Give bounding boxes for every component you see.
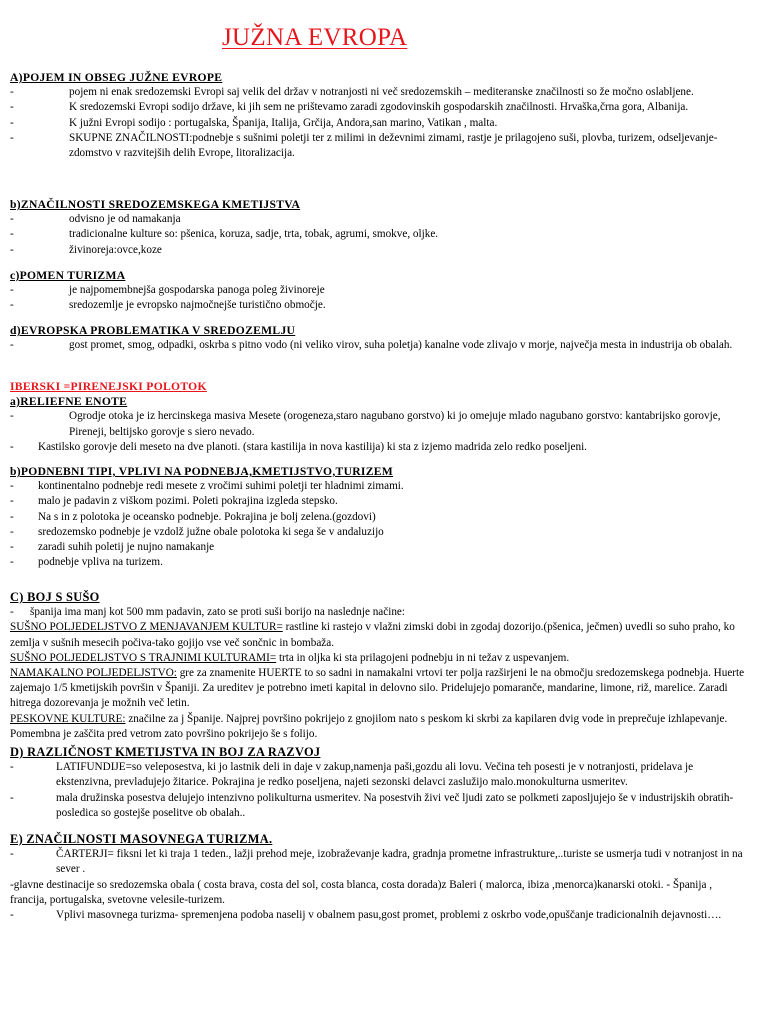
paragraph: SUŠNO POLJEDELJSTVO Z MENJAVANJEM KULTUR= rastline ki rastejo v vlažni zimski dobi in zgodaj dozorijo.(pšenica, ječmen) uvedli so suho praho, ko zemlja v sušnih mesecih počiva-tako gojijo vse več sončnic in bombaža. bbox=[10, 621, 735, 649]
list-item: - ČARTERJI= fiksni let ki traja 1 teden., lažji prehod meje, izobraževanje kadra, gradnja prometne infrastrukture,..turiste se usmerja tudi v notranjost in na sever . bbox=[10, 848, 743, 876]
paragraph: NAMAKALNO POLJEDELJSTVO: gre za znamenite HUERTE to so sadni in namakalni vrtovi ter polja razširjeni le na območju sredozemskega podnebja. Huerte zajemajo 1/5 kmetijskih površin v Španiji. Za ureditev je potrebno imeti kapital in delovno silo. Pridelujejo pomaranče, mandarine, limone, riž, marelice. Zaradi hitrega dozorevanja je možnih več letin. bbox=[10, 667, 745, 710]
section-boj-s-suso bbox=[10, 590, 750, 742]
section-heading: E) ZNAČILNOSTI MASOVNEGA TURIZMA. bbox=[10, 832, 273, 846]
section-heading: c)POMEN TURIZMA bbox=[10, 269, 126, 282]
list-item: - je najpomembnejša gospodarska panoga poleg živinoreje bbox=[10, 284, 325, 297]
section-problematika bbox=[10, 323, 750, 353]
section-heading: A)POJEM IN OBSEG JUŽNE EVROPE bbox=[10, 71, 223, 84]
section-heading: b)PODNEBNI TIPI, VPLIVI NA PODNEBJA,KMETIJSTVO,TURIZEM bbox=[10, 465, 394, 478]
section-heading: C) BOJ S SUŠO bbox=[10, 590, 100, 604]
list-item: - SKUPNE ZNAČILNOSTI:podnebje s sušnimi poletji ter z milimi in deževnimi zimami, rastje je prilagojeno suši, plovba, turizem, odseljevanje-zdomstvo v razvitejših delih Evrope, litoralizacija. bbox=[10, 131, 718, 160]
section-masovni-turizem bbox=[10, 832, 750, 923]
list-item: - K sredozemski Evropi sodijo države, ki jih sem ne prištevamo zaradi zgodovinskih gospodarskih značilnosti. Hrvaška,črna gora, Albanija. bbox=[10, 101, 689, 114]
section-heading: b)ZNAČILNOSTI SREDOZEMSKEGA KMETIJSTVA bbox=[10, 198, 301, 211]
paragraph: -glavne destinacije so sredozemska obala ( costa brava, costa del sol, costa blanca, costa dorada)z Baleri ( malorca, ibiza ,menorca)kanarski otoki. - Španija , francija, portugalska, svetovne velesile-turizem. bbox=[10, 878, 713, 906]
list-item: - živinoreja:ovce,koze bbox=[10, 243, 162, 256]
list-item: - podnebje vpliva na turizem. bbox=[10, 556, 163, 569]
list-item: - mala družinska posestva delujejo intenzivno polikulturna usmeritev. Na posestvih živi več ljudi zato se polkmeti zaposljujejo še v industrijskih obratih- posledica so gostejše poselitve ob obalah.. bbox=[10, 791, 734, 819]
list-item: - zaradi suhih poletij je nujno namakanje bbox=[10, 541, 215, 554]
list-item: - gost promet, smog, odpadki, oskrba s pitno vodo (ni veliko virov, suha poletja) kanalne vode zlivajo v morje, največja mesta in industrija ob obalah. bbox=[10, 339, 733, 352]
section-pojem bbox=[10, 70, 750, 161]
section-kmetijstvo bbox=[10, 197, 750, 258]
list-item: - Kastilsko gorovje deli meseto na dve planoti. (stara kastilija in nova kastilija) ki sta z izjemo madrida zelo redko poseljeni. bbox=[10, 440, 587, 453]
section-heading: D) RAZLIČNOST KMETIJSTVA IN BOJ ZA RAZVOJ bbox=[10, 745, 321, 759]
section-heading: d)EVROPSKA PROBLEMATIKA V SREDOZEMLJU bbox=[10, 324, 296, 337]
list-item: - Vplivi masovnega turizma- spremenjena podoba naselij v obalnem pasu,gost promet, problemi z oskrbo vode,opuščanje tradicionalnih dejavnosti…. bbox=[10, 909, 722, 922]
paragraph: SUŠNO POLJEDELJSTVO S TRAJNIMI KULTURAMI= trta in oljka ki sta prilagojeni podnebju in ni težav z uspevanjem. bbox=[10, 651, 570, 664]
section-heading: IBERSKI =PIRENEJSKI POLOTOK bbox=[10, 380, 207, 393]
list-item: - K južni Evropi sodijo : portugalska, Španija, Italija, Grčija, Andora,san marino, Vatikan , malta. bbox=[10, 116, 498, 129]
list-item: - Ogrodje otoka je iz hercinskega masiva Mesete (orogeneza,staro nagubano gorstvo) ki jo omejuje mlado nagubano gorstvo: kantabrijsko gorovje, Pireneji, beltijsko gorovje s siero nevado. bbox=[10, 410, 721, 438]
list-item: - sredozemsko podnebje je vzdolž južne obale polotoka ki sega še v andaluzijo bbox=[10, 525, 384, 538]
subsection-heading: a)RELIEFNE ENOTE bbox=[10, 395, 128, 409]
list-item: - španija ima manj kot 500 mm padavin, zato se proti suši borijo na naslednje načine: bbox=[10, 606, 406, 619]
section-turizem bbox=[10, 268, 750, 314]
section-razlicnost bbox=[10, 745, 750, 821]
section-iberski bbox=[10, 379, 750, 455]
list-item: - kontinentalno podnebje redi mesete z vročimi suhimi poletji ter hladnimi zimami. bbox=[10, 480, 404, 493]
page-title: JUŽNA EVROPA bbox=[222, 24, 408, 51]
list-item: - odvisno je od namakanja bbox=[10, 213, 181, 226]
list-item: - sredozemlje je evropsko najmočnejše turistično območje. bbox=[10, 299, 326, 312]
list-item: - tradicionalne kulture so: pšenica, koruza, sadje, trta, tobak, agrumi, smokve, oljke. bbox=[10, 228, 439, 241]
paragraph: PESKOVNE KULTURE: značilne za j Španije. Najprej površino pokrijejo z gnojilom nato s peskom ki skrbi za kapilaren dvig vode in preprečuje izhlapevanje. Pomembna je zaščita pred vetrom zato površino pokrijejo še s folijo. bbox=[10, 712, 728, 740]
list-item: - LATIFUNDIJE=so veleposestva, ki jo lastnik deli in daje v zakup,namenja paši,gozdu ali lovu. Večina teh posesti je v notranjosti, pridelava je ekstenzivna, prevladujejo žitarice. Pokrajina je redko poseljena, najeti sezonski delavci zaslužijo malo.monokulturna usmeritev. bbox=[10, 761, 694, 789]
list-item: - malo je padavin z viškom pozimi. Poleti pokrajina izgleda stepsko. bbox=[10, 495, 338, 508]
section-podnebje bbox=[10, 464, 750, 570]
list-item: - pojem ni enak sredozemski Evropi saj velik del držav v notranjosti ni več sredozemskih – mediteranske značilnosti so že močno oslabljene. bbox=[10, 86, 694, 99]
list-item: - Na s in z polotoka je oceansko podnebje. Pokrajina je bolj zelena.(gozdovi) bbox=[10, 510, 376, 523]
